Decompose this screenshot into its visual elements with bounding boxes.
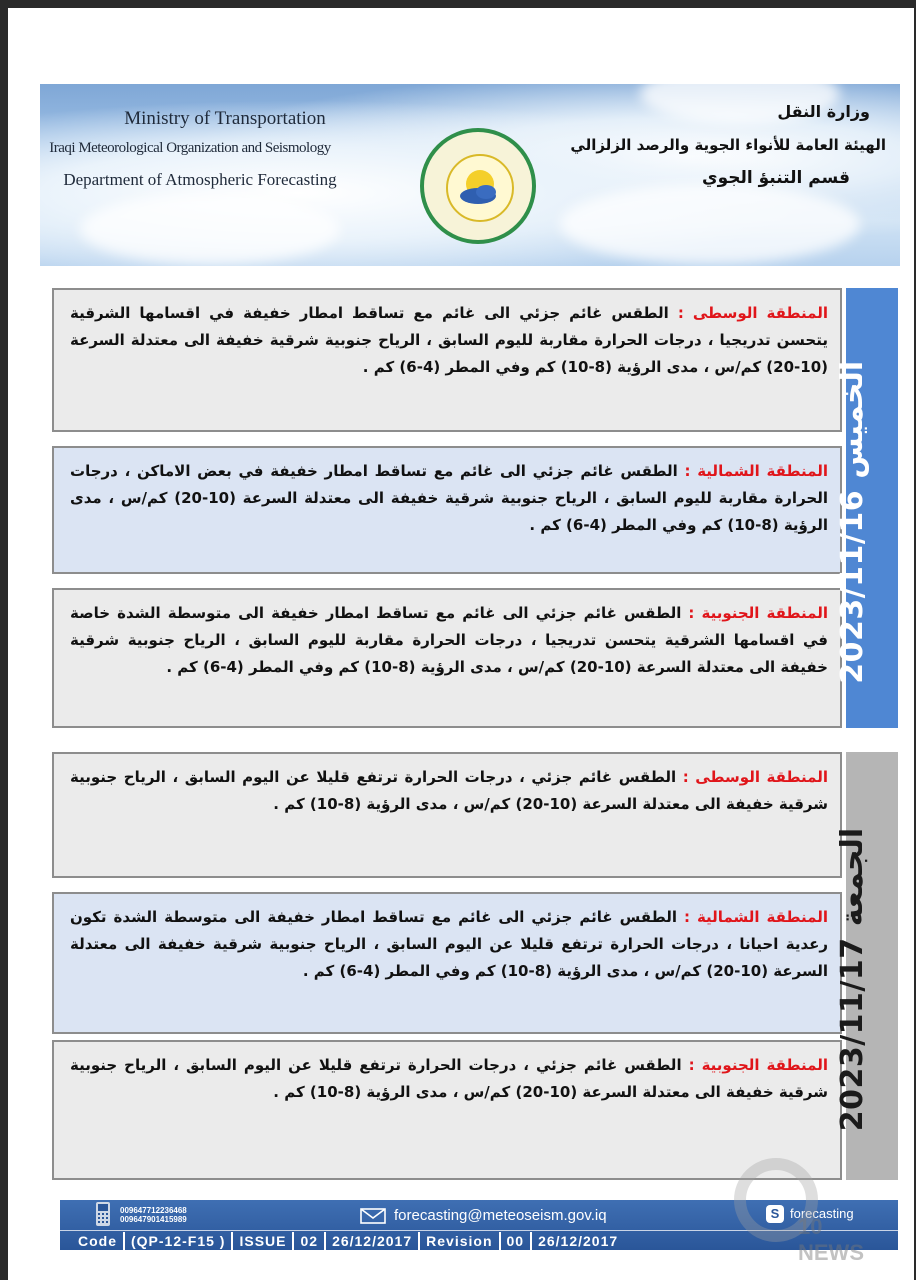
day-label-2: [835, 800, 910, 1131]
header-banner: [40, 84, 900, 266]
phone-1: 009647712236468: [120, 1206, 187, 1215]
forecast-box-day1-north: [52, 446, 842, 574]
region-forecast: الطقس غائم جزئي الى غائم مع تساقط امطار خفيفة في اقسامها الشرقية يتحسن تدريجيا ، درجات الحرارة مقاربة لليوم السابق ، الرياح جنوبية شرقية خفيفة الى معتدلة السرعة (10-20) كم/س ، مدى الرؤية (8-10) كم وفي المطر (4-6) كم .: [70, 304, 828, 376]
cloud-decor: [560, 184, 860, 264]
logo-emblem: [420, 128, 536, 244]
issue-value: 02: [294, 1232, 326, 1250]
forecast-box-day1-south: [52, 588, 842, 728]
region-forecast: الطقس غائم جزئي الى غائم مع تساقط امطار خفيفة الى متوسطة الشدة خاصة في اقسامها الشرقية يتحسن تدريجيا ، درجات الحرارة مقاربة لليوم السابق ، الرياح جنوبية شرقية خفيفة الى معتدلة السرعة (10-20) كم/س ، مدى الرؤية (8-10) كم وفي المطر (4-6) كم .: [70, 604, 828, 676]
page: [8, 8, 914, 1280]
region-name: المنطقة الجنوبية :: [688, 604, 828, 622]
forecast-box-day2-central: [52, 752, 842, 878]
watermark-logo: [728, 1158, 888, 1268]
department-en: Department of Atmospheric Forecasting: [63, 170, 337, 189]
day-bar-2: [834, 752, 898, 1180]
forecast-box-day2-north: [52, 892, 842, 1034]
revision-value: 00: [501, 1232, 533, 1250]
logo-cloud-icon: [448, 156, 512, 220]
day-bar-1: [834, 288, 898, 728]
issue-date: 26/12/2017: [326, 1232, 420, 1250]
day-name: الجمعة: [834, 828, 870, 927]
phone-numbers: [120, 1206, 187, 1224]
revision-date: 26/12/2017: [538, 1233, 619, 1249]
skype-icon: S: [766, 1205, 784, 1223]
issue-label: ISSUE: [233, 1232, 294, 1250]
phone-2: 009647901415989: [120, 1215, 187, 1224]
region-name: المنطقة الشمالية :: [683, 908, 828, 926]
code-label: Code: [60, 1232, 125, 1250]
watermark-text: 10 NEWS: [798, 1214, 864, 1265]
phone-icon: [96, 1202, 110, 1226]
organization-en: Iraqi Meteorological Organization and Seismology: [49, 140, 331, 156]
forecast-box-day1-central: [52, 288, 842, 432]
region-name: المنطقة الجنوبية :: [688, 1056, 828, 1074]
day-label-1: [835, 333, 910, 684]
skype-id: forecasting: [790, 1206, 854, 1221]
ministry-en: Ministry of Transportation: [124, 108, 326, 129]
region-forecast: الطقس غائم جزئي الى غائم مع تساقط امطار خفيفة الى متوسطة الشدة تكون رعدية احيانا ، درجات الحرارة ترتفع قليلا عن اليوم السابق ، الرياح جنوبية شرقية خفيفة الى معتدلة السرعة (10-20) كم/س ، مدى الرؤية (8-10) كم وفي المطر (4-6) كم .: [70, 908, 828, 980]
cloud-decor: [80, 194, 340, 264]
mail-icon: [360, 1208, 386, 1224]
organization-ar: الهيئة العامة للأنواء الجوية والرصد الزلزالي: [570, 136, 886, 154]
revision-label: Revision: [420, 1232, 500, 1250]
day-date: 2023/11/17: [834, 937, 870, 1132]
day-name: الخميس: [834, 360, 870, 479]
logo-inner: [446, 154, 514, 222]
email-link[interactable]: forecasting@meteoseism.gov.iq: [394, 1207, 607, 1224]
day-date: 2023/11/16: [834, 489, 870, 684]
region-forecast: الطقس غائم جزئي ، درجات الحرارة ترتفع قليلا عن اليوم السابق ، الرياح جنوبية شرقية خفيفة الى معتدلة السرعة (10-20) كم/س ، مدى الرؤية (8-10) كم .: [70, 1056, 828, 1101]
region-name: المنطقة الشمالية :: [684, 462, 828, 480]
region-forecast: الطقس غائم جزئي ، درجات الحرارة ترتفع قليلا عن اليوم السابق ، الرياح جنوبية شرقية خفيفة الى معتدلة السرعة (10-20) كم/س ، مدى الرؤية (8-10) كم .: [70, 768, 828, 813]
region-name: المنطقة الوسطى :: [677, 304, 829, 322]
ministry-ar: وزارة النقل: [777, 102, 870, 121]
region-forecast: الطقس غائم جزئي الى غائم مع تساقط امطار خفيفة في بعض الاماكن ، درجات الحرارة مقاربة لليوم السابق ، الرياح جنوبية شرقية خفيفة الى معتدلة السرعة (10-20) كم/س ، مدى الرؤية (8-10) كم وفي المطر (4-6) كم .: [70, 462, 828, 534]
department-ar: قسم التنبؤ الجوي: [702, 168, 850, 188]
forecast-box-day2-south: [52, 1040, 842, 1180]
region-name: المنطقة الوسطى :: [682, 768, 828, 786]
code-value: (QP-12-F15 ): [125, 1232, 233, 1250]
